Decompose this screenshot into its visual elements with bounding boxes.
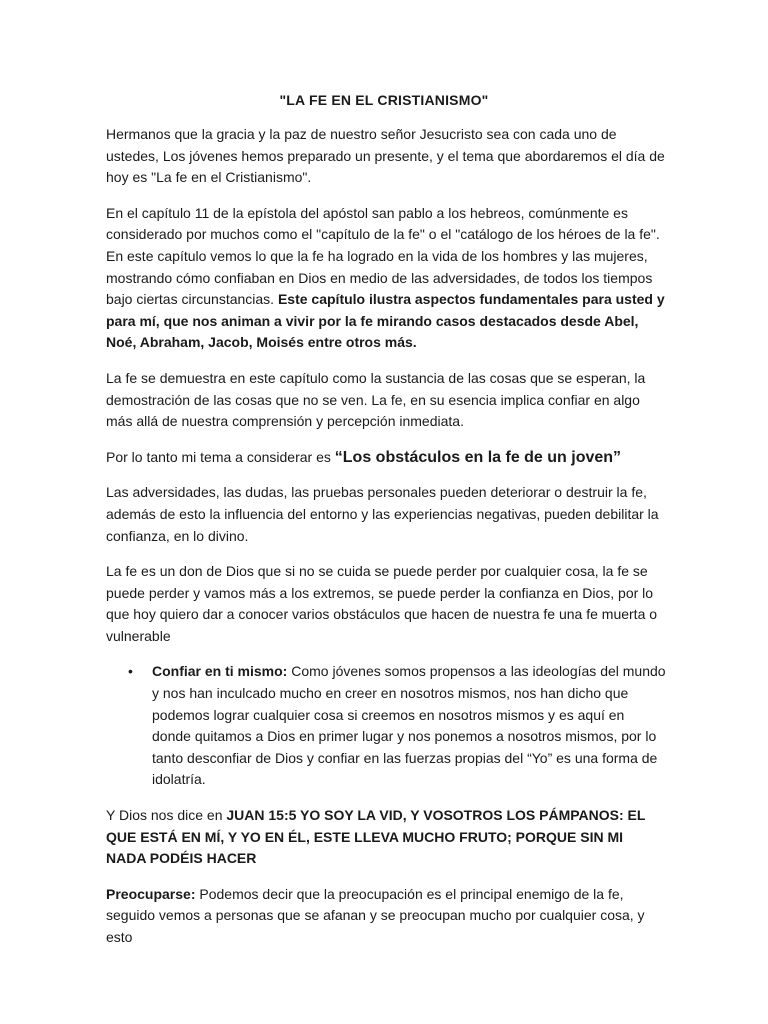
paragraph-juan	[106, 805, 666, 870]
paragraph-preocuparse	[106, 884, 666, 949]
paragraph-tema-heading: “Los obstáculos en la fe de un joven”	[334, 448, 622, 466]
paragraph-tema-text: Por lo tanto mi tema a considerar es	[106, 448, 335, 465]
paragraph-juan-text: Y Dios nos dice en	[106, 807, 227, 824]
paragraph-hebreos-emphasis: Este capítulo ilustra aspectos fundamentales para usted y para mí, que nos animan a vivir por la fe mirando casos destacados desde Abel, Noé, Abraham, Jacob, Moisés entre otros más.	[106, 291, 665, 351]
paragraph-preocuparse-text: Podemos decir que la preocupación es el principal enemigo de la fe, seguido vemos a personas que se afanan y se preocupan mucho por cualquier cosa, y esto	[106, 885, 645, 945]
document-body	[106, 124, 666, 963]
paragraph-hebreos	[106, 203, 666, 354]
bullet-heading: Confiar en ti mismo:	[152, 663, 288, 680]
document-title: "LA FE EN EL CRISTIANISMO"	[279, 92, 489, 108]
paragraph-juan-verse: JUAN 15:5 YO SOY LA VID, Y VOSOTROS LOS PÁMPANOS: EL QUE ESTÁ EN MÍ, Y YO EN ÉL, ESTE LLEVA MUCHO FRUTO; PORQUE SIN MI NADA PODÉIS HACER	[106, 807, 646, 867]
paragraph-don-de-dios: La fe es un don de Dios que si no se cuida se puede perder por cualquier cosa, la fe se puede perder y vamos más a los extremos, se puede perder la confianza en Dios, por lo que hoy quiero dar a conocer varios obstáculos que hacen de nuestra fe una fe muerta o vulnerable	[106, 563, 658, 644]
bullet-icon: •	[128, 663, 133, 680]
paragraph-preocuparse-heading: Preocuparse:	[106, 885, 196, 902]
paragraph-fe-sustancia: La fe se demuestra en este capítulo como la sustancia de las cosas que se esperan, la demostración de las cosas que no se ven. La fe, en su esencia implica confiar en algo más allá de nuestra comprensión y percepción inmediata.	[106, 369, 646, 430]
list-item	[106, 661, 666, 791]
paragraph-adversidades: Las adversidades, las dudas, las pruebas personales pueden deteriorar o destruir la fe, además de esto la influencia del entorno y las experiencias negativas, pueden debilitar la confianza, en lo divino.	[106, 484, 659, 544]
paragraph-hebreos-text: En el capítulo 11 de la epístola del apóstol san pablo a los hebreos, comúnmente es considerado por muchos como el "capítulo de la fe" o el "catálogo de los héroes de la fe". En este capítulo vemos lo que la fe ha logrado en la vida de los hombres y las mujeres, mostrando cómo confiaban en Dios en medio de las adversidades, de todos los tiempos bajo ciertas circunstancias.	[106, 204, 660, 308]
bullet-text: Como jóvenes somos propensos a las ideologías del mundo y nos han inculcado mucho en creer en nosotros mismos, nos han dicho que podemos lograr cualquier cosa si creemos en nosotros mismos y es aquí en donde quitamos a Dios en primer lugar y nos ponemos a nosotros mismos, por lo tanto desconfiar de Dios y confiar en las fuerzas propias del “Yo” es una forma de idolatría.	[152, 663, 666, 788]
paragraph-intro: Hermanos que la gracia y la paz de nuestro señor Jesucristo sea con cada uno de ustedes, Los jóvenes hemos preparado un presente, y el tema que abordaremos el día de hoy es "La fe en el Cristianismo".	[106, 126, 665, 186]
paragraph-tema	[106, 447, 666, 469]
